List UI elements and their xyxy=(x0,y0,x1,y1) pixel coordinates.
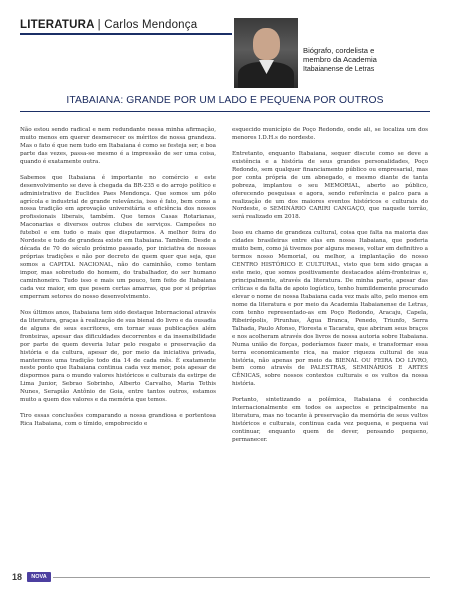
bio-line-3: Itabaianense de Letras xyxy=(303,65,375,73)
paragraph: Sabemos que Itabaiana é importante no comércio e este desenvolvimento se deve à chegada da BR-235 e do arrojo político e administrativo de Euclides Paes Mendonça. Que somos um pólo agrícola e industrial de grande relevância, isso é fato, bem como a nossa tradição em aprovação universitária e eficiência dos nossos profissionais liberais, também. Que temos Casas Rotarianas, Maconarias e diversos outros clubes de serviços. Campeões no futebol e em tudo o mais que disputarmos. A melhor feira do Nordeste e tudo de grandeza existe em Itabaiana. Também. Desde a década de 70 do século próximo passado, por iniciativa de nossas próprias tradições e não por decreto de quem quer que seja, que somos a CAPITAL NACIONAL, não do caminhão, como tentam impor, mas sobretudo do homem, do trabalhador, do ser humano caminhoneiro. Tudo isso e mais um pouco, tem feito de Itabaiana cada vez maior, em que pesem certas amarras, que por si próprias emperram setores do nosso desenvolvimento. xyxy=(20,174,216,300)
paragraph: esquecido município de Poço Redondo, onde ali, se localiza um dos menores I.D.H.s do nordeste. xyxy=(232,127,428,141)
paragraph: Portanto, sintetizando a polêmica, Itabaiana é conhecida internacionalmente em todos os aspectos e principalmente na literatura, mas no tocante à preservação da memória de seus vultos históricos e culturais, continua cada vez pequena, e pequena vai continuar, enquanto quem de dever, pensando pequeno, permanecer. xyxy=(232,397,428,443)
left-column xyxy=(20,127,216,437)
paragraph: Nos últimos anos, Itabaiana tem sido destaque Internacional através da literatura, graças à realização de sua bienal do livro e da ousadia de alguns de seus escritores, em tornar suas publicações além fronteiras, apesar das dificuldades decorrentes e da insensibilidade por parte de quem deveria lutar pelo resgate e preservação da história e da cultura, apesar de, por meio da iniciativa privada, mantermos uma tradição todo dia 14 de cada mês. É exatamente neste ponto que Itabaiana continua cada vez menor, pois apesar de dispormos para o mundo valores históricos e culturais da estirpe de Lima Junior, Sebrao Sobrinho, Alberto Carvalho, Maria Tethis Nunes, Serapião Antônio de Goia, entre tantos outros, estamos muito a quem dos valores e da memória que temos. xyxy=(20,309,216,404)
author-bio xyxy=(303,46,438,74)
paragraph: Não estou sendo radical e nem redundante nessa minha afirmação, muito menos em querer desmerecer os méritos de nossa grandeza. Mas o fato é que nem tudo em Itabaiana é como se festeja ser, e boa parte das vezes, passa-se mesmo é a impressão de ser uma coisa, quando é exatamente outra. xyxy=(20,127,216,165)
bio-line-1: Biógrafo, cordelista e xyxy=(303,46,375,55)
paragraph: Entretanto, enquanto Itabaiana, sequer discute como se deve a existência e a história de seus grandes personalidades, Poço Redondo, sem qualquer financiamento público ou empresarial, mas por conta própria de um abnegado, e mesmo diante de tanta pobreza, implantou o seu MEMORIAL, aberto ao público, oferecendo pesquisas e agora, sendo referência e palco para a realização de um dos maiores eventos históricos e culturais do Nordeste, o SEMINÁRIO CARIRI CANGAÇO, que naquele torrão, será realizado em 2018. xyxy=(232,150,428,221)
right-column xyxy=(232,127,428,453)
article-title: ITABAIANA: GRANDE POR UM LADO E PEQUENA POR OUTROS xyxy=(66,95,384,106)
magazine-logo: NOVA xyxy=(27,572,51,582)
title-divider xyxy=(20,111,430,112)
header-separator: | xyxy=(97,19,101,31)
author-photo xyxy=(234,18,298,88)
footer-divider xyxy=(53,577,430,578)
section-label: LITERATURA xyxy=(20,19,95,31)
page-number: 18 xyxy=(12,572,23,582)
paragraph: Tiro essas conclusões comparando a nossa grandiosa e portentosa Rica Itabaiana, com o tímido, empobrecido e xyxy=(20,413,216,428)
bio-line-2: membro da Academia xyxy=(303,55,377,65)
section-header xyxy=(20,19,230,31)
author-name: Carlos Mendonça xyxy=(104,19,198,31)
photo-head-shape xyxy=(253,28,280,60)
paragraph: Isso eu chamo de grandeza cultural, coisa que falta na maioria das cidades brasileiras entre elas em nossa Itabaiana, que poderia muito bem, como já tivemos por alguns meses, voltar em definitivo a termos nosso Memorial, ou melhor, a implantação do nosso CENTRO HISTÓRICO E CULTURAL, visto que tem sido graças a este meio, que somos positivamente destacados além-fronteiras e, principalmente, através da literatura. De minha parte, apesar das críticas e da falta de apoio logístico, tenho humildemente procurado elevar o nome de nossa Itabaiana cada vez mais alto, pelo menos em nome da literatura e por meio da Academia Itabaianense de Letras, com tenho representado-as em Poço Redondo, Aracaju, Capela, Ribeirópolis, Pirunhas, Água Branca, Penedo, Triunfo, Serra Talhada, Paulo Afonso, Floresta e Tacaratu, que abriram seus braços e nos acolheram através dos livros de nossa autoria sobre Itabaiana. Numa união de forças, poderíamos fazer mais, e transformar essa terra economicamente rica, na maior riqueza cultural de sua história, não apenas por meio da BIENAL OU FEIRA DO LIVRO, bem como através de PALESTRAS, SEMINÁRIOS E ARTES CÊNICAS, sobre nossos contextos culturais e os vultos da nossa história. xyxy=(232,230,428,388)
header-divider xyxy=(20,33,232,35)
